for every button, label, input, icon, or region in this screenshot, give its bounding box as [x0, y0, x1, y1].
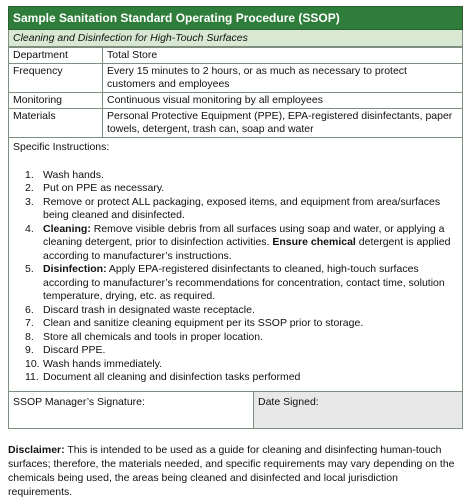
step-number: 9. [25, 344, 34, 356]
step-text: Apply EPA-registered disinfectants to cleaned, high-touch surfaces according to manufacturer’s recommendations for concentration, contact time, solution temperature, drying, etc. as required. [43, 263, 445, 302]
instructions-heading: Specific Instructions: [13, 141, 110, 153]
list-item [13, 331, 458, 345]
table-row [9, 109, 463, 138]
list-item [13, 223, 458, 264]
step-text: Wash hands. [43, 168, 104, 181]
instructions-list [13, 169, 458, 385]
row-value-materials: Personal Protective Equipment (PPE), EPA-registered disinfectants, paper towels, detergent, trash can, soap and water [103, 109, 463, 138]
step-text: Clean and sanitize cleaning equipment per its SSOP prior to storage. [43, 317, 364, 329]
row-value-monitoring: Continuous visual monitoring by all employees [103, 93, 463, 109]
step-bold-mid: Ensure chemical [272, 236, 356, 248]
row-label-department: Department [9, 48, 103, 64]
step-number: 10. [25, 357, 40, 370]
table-row [9, 64, 463, 93]
date-signed-field[interactable] [254, 392, 462, 428]
step-number: 4. [25, 222, 34, 235]
disclaimer-text: This is intended to be used as a guide for cleaning and disinfecting human-touch surfaces; therefore, the materials needed, and specific requirements may vary depending on the chemicals being used, the areas being cleaned and disinfected and local jurisdiction requirements. [8, 443, 455, 498]
step-text: Wash hands immediately. [43, 357, 163, 370]
document-title: Sample Sanitation Standard Operating Procedure (SSOP) [8, 6, 463, 30]
list-item [13, 169, 458, 183]
list-item [13, 371, 458, 385]
step-number: 3. [25, 195, 34, 208]
date-signed-label: Date Signed: [258, 395, 319, 408]
step-number: 11. [25, 371, 39, 383]
step-number: 8. [25, 330, 34, 343]
step-bold-lead: Cleaning: [43, 222, 91, 235]
step-number: 5. [25, 263, 34, 275]
disclaimer [8, 443, 463, 499]
step-number: 6. [25, 303, 34, 316]
step-text-after: detergent is applied according to manufacturer’s instructions. [43, 236, 451, 262]
step-text: Document all cleaning and disinfection tasks performed [43, 371, 301, 383]
list-item [13, 344, 458, 358]
instructions-section [8, 138, 463, 392]
list-item [13, 304, 458, 318]
details-table [8, 47, 463, 138]
signature-row [8, 392, 463, 429]
row-value-department: Total Store [103, 48, 463, 64]
row-label-monitoring: Monitoring [9, 93, 103, 109]
list-item [13, 358, 458, 372]
list-item [13, 317, 458, 331]
row-label-frequency: Frequency [9, 64, 103, 93]
step-text: Put on PPE as necessary. [43, 182, 165, 194]
list-item [13, 182, 458, 196]
step-text: Remove visible debris from all surfaces using soap and water, or applying a cleaning detergent, prior to disinfection activities. [43, 222, 445, 248]
step-text: Discard PPE. [43, 344, 106, 356]
row-value-frequency: Every 15 minutes to 2 hours, or as much as necessary to protect customers and employees [103, 64, 463, 93]
ssop-document [8, 6, 463, 499]
list-item [13, 196, 458, 223]
step-text: Remove or protect ALL packaging, exposed items, and equipment from area/surfaces being cleaned and disinfected. [43, 195, 441, 221]
step-number: 7. [25, 317, 34, 329]
step-bold-lead: Disinfection: [43, 263, 107, 275]
table-row [9, 48, 463, 64]
list-item [13, 263, 458, 304]
table-row [9, 93, 463, 109]
manager-signature-label: SSOP Manager’s Signature: [13, 395, 145, 408]
row-label-materials: Materials [9, 109, 103, 138]
step-text: Store all chemicals and tools in proper location. [43, 330, 264, 343]
step-text: Discard trash in designated waste receptacle. [43, 303, 255, 316]
step-number: 1. [25, 168, 34, 181]
step-number: 2. [25, 182, 34, 194]
document-subtitle: Cleaning and Disinfection for High-Touch Surfaces [8, 30, 463, 47]
manager-signature-field[interactable] [9, 392, 254, 428]
disclaimer-label: Disclaimer: [8, 443, 65, 456]
